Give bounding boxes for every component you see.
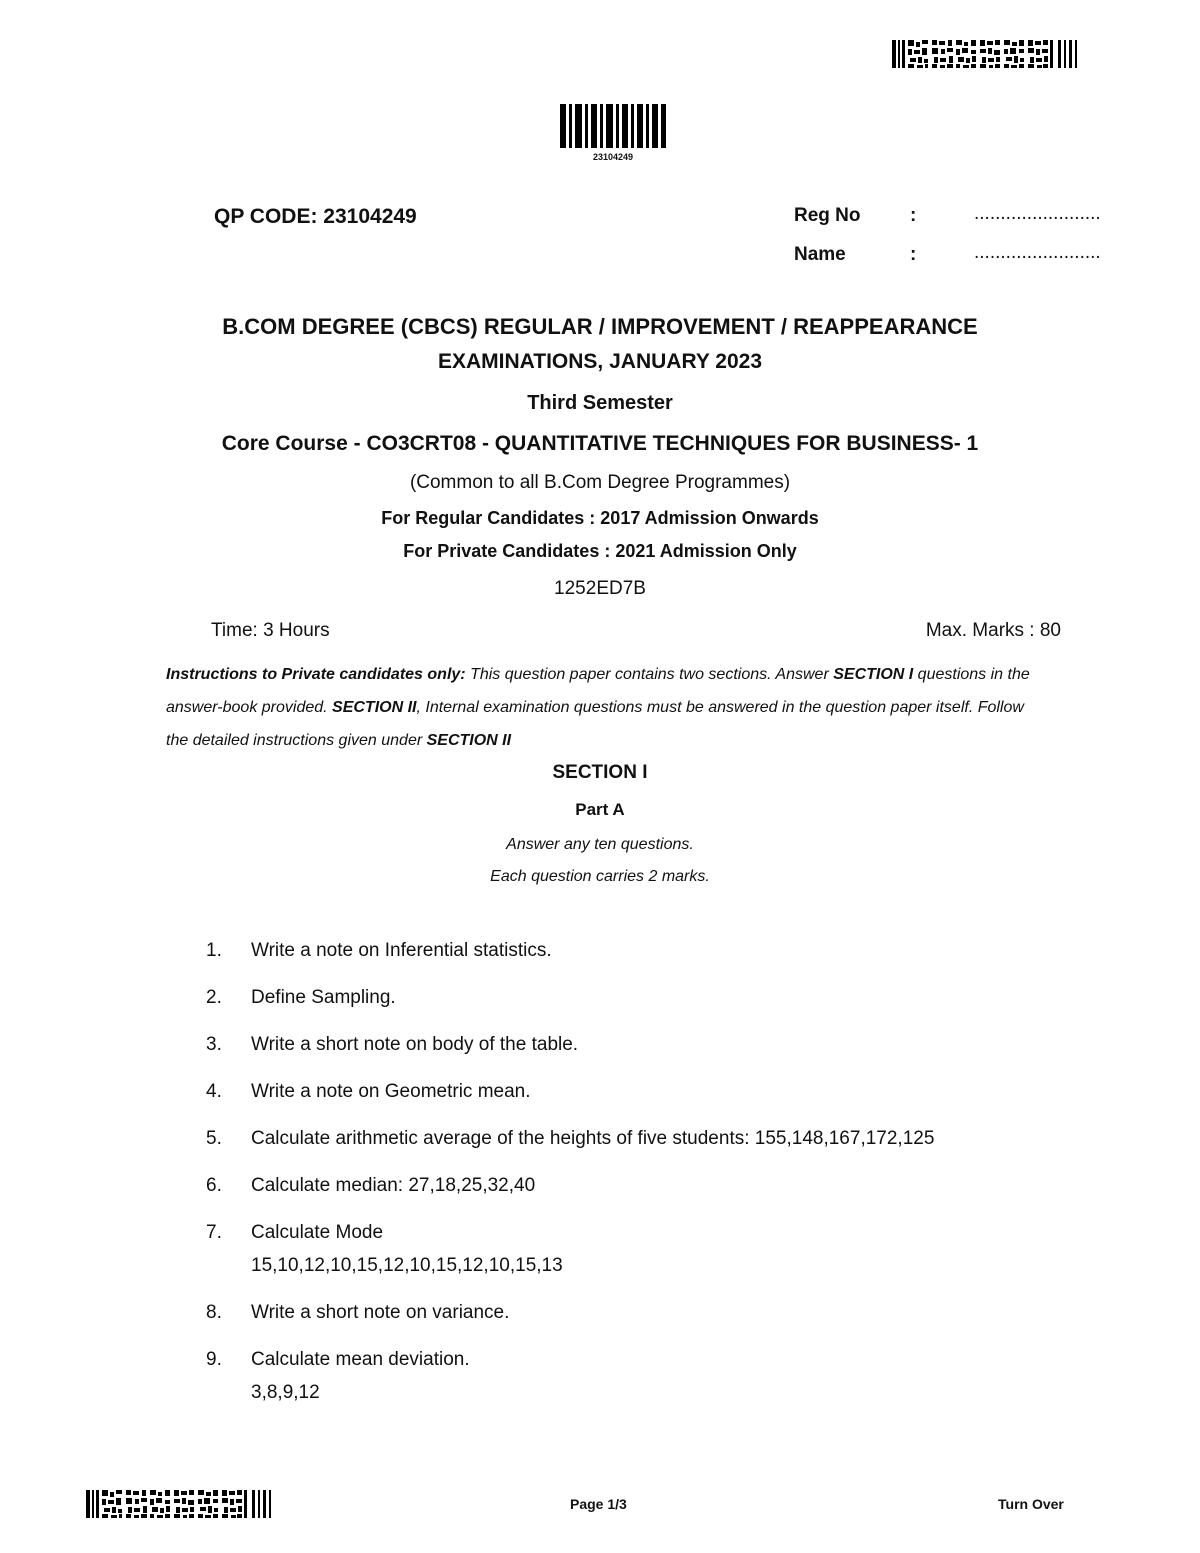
name-row: [794, 242, 1101, 283]
section-title: SECTION I: [552, 762, 648, 783]
question-text: Write a note on Geometric mean.: [251, 1081, 531, 1102]
question-number: 3.: [206, 1034, 222, 1055]
barcode-number: 23104249: [592, 152, 634, 162]
turn-over-note: Turn Over: [998, 1496, 1064, 1512]
question-text: Calculate arithmetic average of the heights of five students: 155,148,167,172,125: [251, 1128, 935, 1149]
course-title: Core Course - CO3CRT08 - QUANTITATIVE TECHNIQUES FOR BUSINESS- 1: [221, 432, 979, 455]
instructions-text-1: This question paper contains two sections. Answer: [465, 666, 834, 683]
instructions-text-3: , Internal examination questions must be answered in the question paper itself. Follow the detailed instructions given under: [166, 699, 1024, 749]
instructions-section-1: SECTION I: [833, 666, 914, 683]
private-candidates: For Private Candidates : 2021 Admission Only: [403, 541, 797, 561]
answer-note: Answer any ten questions.: [506, 836, 694, 853]
bottom-left-barcode-graphic: [86, 1490, 272, 1518]
time-allowed: Time: 3 Hours: [211, 620, 330, 641]
question-number: 8.: [206, 1302, 222, 1323]
center-barcode-graphic: [560, 104, 666, 148]
qp-code: QP CODE: 23104249: [214, 205, 417, 228]
question-text: Write a note on Inferential statistics.: [251, 940, 552, 961]
question-text: Define Sampling.: [251, 987, 396, 1008]
marks-note: Each question carries 2 marks.: [490, 868, 710, 885]
question-number: 4.: [206, 1081, 222, 1102]
instructions-lead: Instructions to Private candidates only:: [166, 666, 466, 683]
question-data: 15,10,12,10,15,12,10,15,12,10,15,13: [251, 1255, 563, 1276]
top-right-barcode-graphic: [892, 40, 1078, 68]
question-text: Write a short note on body of the table.: [251, 1034, 579, 1055]
instructions-section-2: SECTION II: [332, 699, 417, 716]
top-right-barcode: [892, 40, 1078, 68]
page-number: Page 1/3: [570, 1496, 627, 1512]
question-number: 5.: [206, 1128, 222, 1149]
reg-no-row: [794, 203, 1101, 244]
semester: Third Semester: [527, 392, 673, 414]
instructions: [166, 658, 1046, 757]
name-blank[interactable]: ........................: [974, 242, 1101, 263]
question-number: 9.: [206, 1349, 222, 1370]
candidate-details: [794, 203, 1101, 283]
max-marks: Max. Marks : 80: [925, 620, 1061, 641]
name-colon: :: [910, 244, 917, 265]
reg-no-blank[interactable]: ........................: [974, 203, 1101, 224]
exam-title-line2: EXAMINATIONS, JANUARY 2023: [437, 350, 763, 373]
instructions-section-3: SECTION II: [426, 732, 512, 749]
question-number: 2.: [206, 987, 222, 1008]
center-barcode: [560, 104, 666, 162]
question-data: 3,8,9,12: [251, 1382, 320, 1403]
question-text: Calculate median: 27,18,25,32,40: [251, 1175, 536, 1196]
common-note: (Common to all B.Com Degree Programmes): [409, 472, 791, 493]
bottom-left-barcode: [86, 1490, 272, 1518]
paper-code: 1252ED7B: [554, 578, 646, 599]
question-text: Calculate Mode: [251, 1222, 384, 1243]
reg-no-label: Reg No: [794, 205, 861, 226]
instructions-text-2: questions in the answer-book provided.: [166, 666, 1030, 716]
reg-no-colon: :: [910, 205, 917, 226]
regular-candidates: For Regular Candidates : 2017 Admission Onwards: [381, 508, 819, 528]
question-number: 1.: [206, 940, 222, 961]
name-label: Name: [794, 244, 846, 265]
question-text: Calculate mean deviation.: [251, 1349, 470, 1370]
question-text: Write a short note on variance.: [251, 1302, 510, 1323]
exam-title-line1: B.COM DEGREE (CBCS) REGULAR / IMPROVEMENT / REAPPEARANCE: [222, 314, 978, 339]
question-number: 7.: [206, 1222, 222, 1243]
part-title: Part A: [575, 800, 625, 819]
question-number: 6.: [206, 1175, 222, 1196]
